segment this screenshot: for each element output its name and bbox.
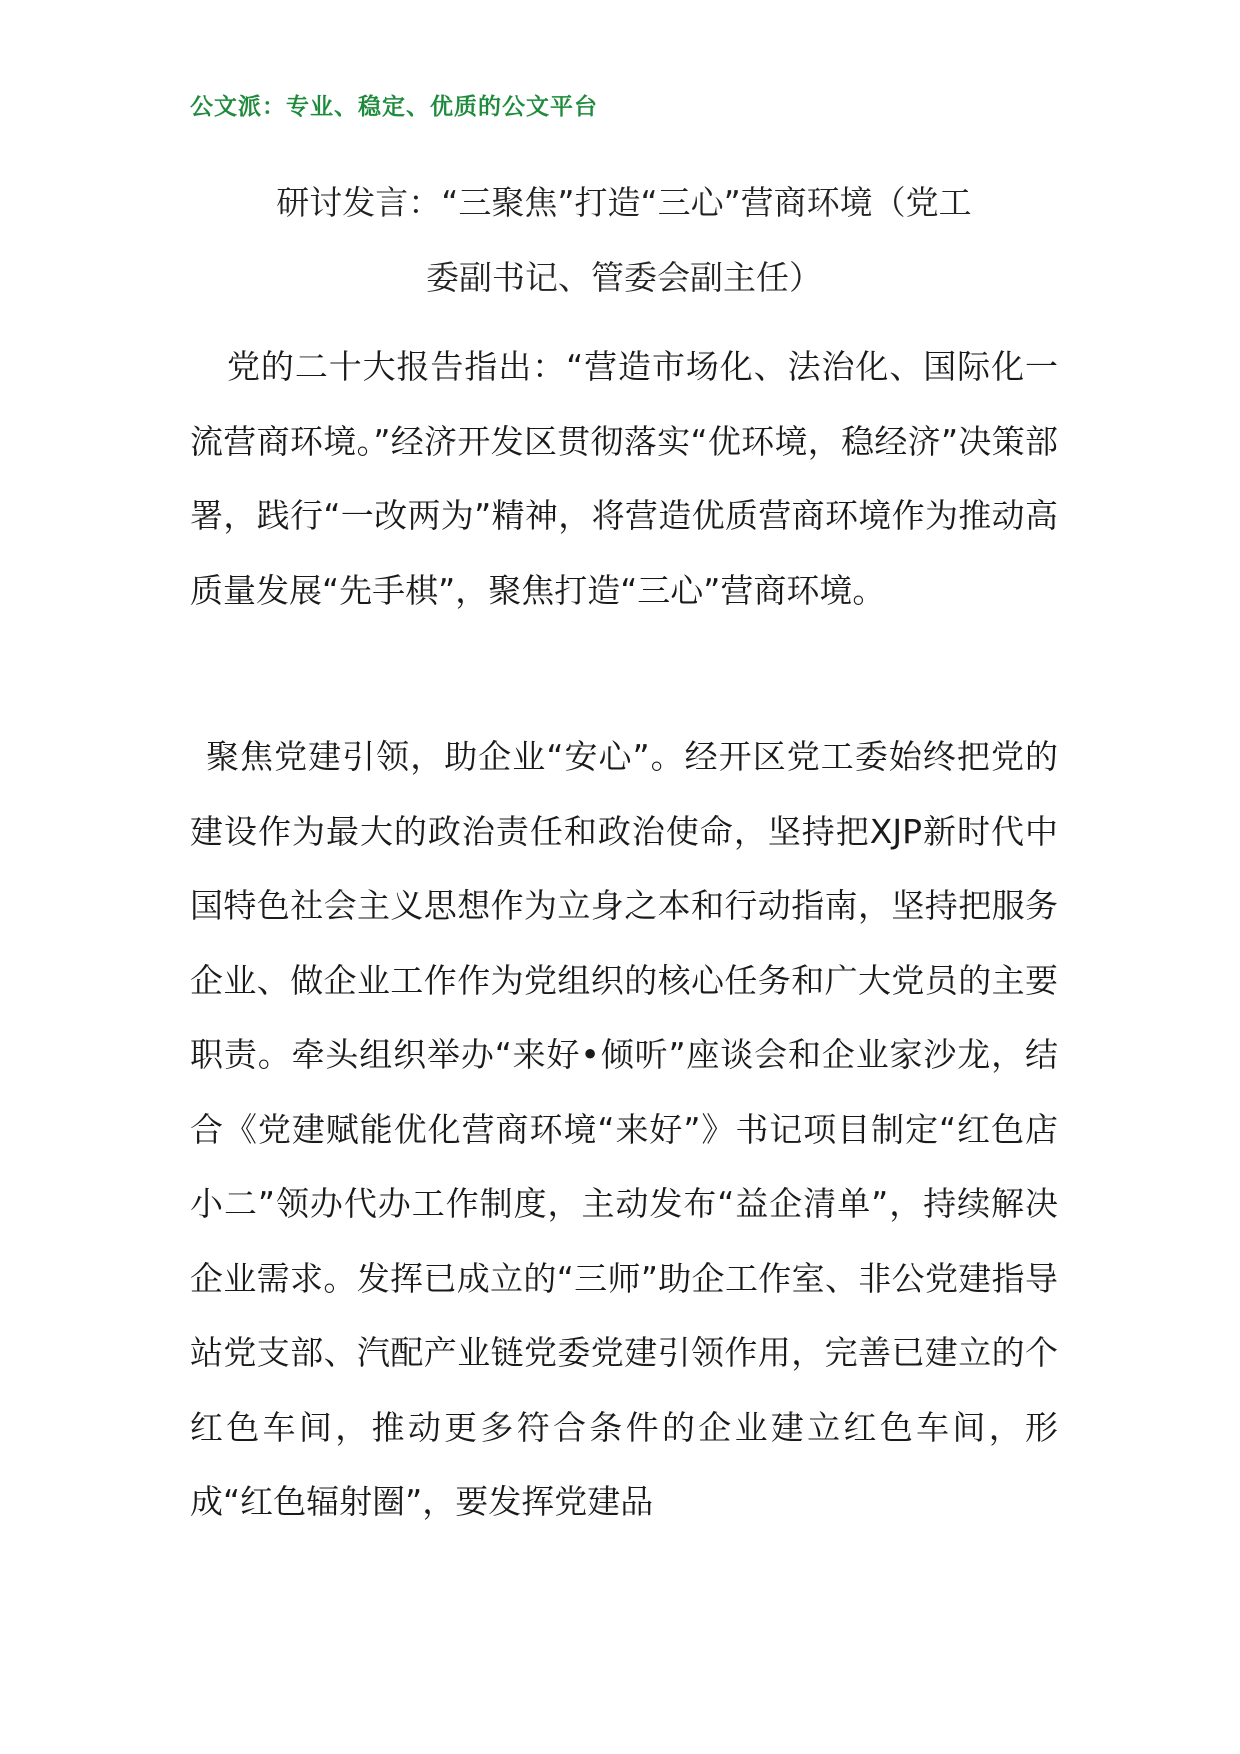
- title-line-1: 研讨发言：“三聚焦”打造“三心”营商环境（党工: [276, 183, 972, 222]
- paragraph-intro: 党的二十大报告指出：“营造市场化、法治化、国际化一流营商环境。”经济开发区贯彻落实“优环境，稳经济”决策部署，践行“一改两为”精神，将营造优质营商环境作为推动高质量发展“先手棋”，聚焦打造“三心”营商环境。: [190, 347, 1058, 610]
- title-line-2: 委副书记、管委会副主任）: [426, 258, 822, 297]
- paragraph-party-building: 聚焦党建引领，助企业“安心”。经开区党工委始终把党的建设作为最大的政治责任和政治使命，坚持把XJP新时代中国特色社会主义思想作为立身之本和行动指南，坚持把服务企业、做企业工作作为党组织的核心任务和广大党员的主要职责。牵头组织举办“来好•倾听”座谈会和企业家沙龙，结合《党建赋能优化营商环境“来好”》书记项目制定“红色店小二”领办代办工作制度，主动发布“益企清单”，持续解决企业需求。发挥已成立的“三师”助企工作室、非公党建指导站党支部、汽配产业链党委党建引领作用，完善已建立的个红色车间，推动更多符合条件的企业建立红色车间，形成“红色辐射圈”，要发挥党建品: [190, 737, 1058, 1521]
- document-title: [190, 165, 1058, 315]
- site-banner: 公文派：专业、稳定、优质的公文平台: [190, 94, 598, 120]
